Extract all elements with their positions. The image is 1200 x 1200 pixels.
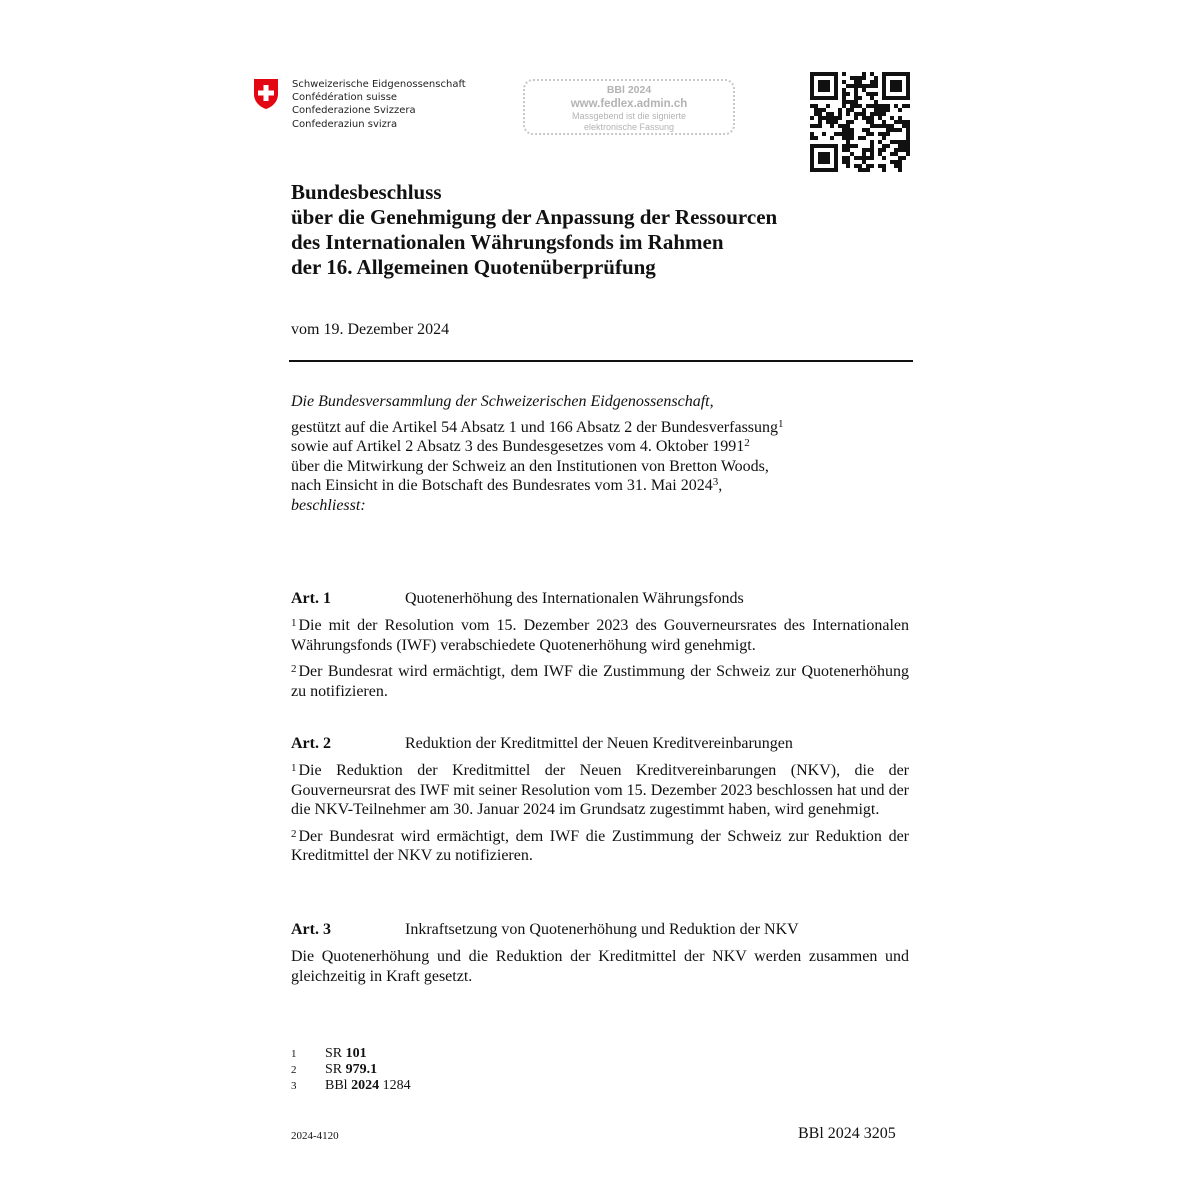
preamble-line-1-text: gestützt auf die Artikel 54 Absatz 1 und 166 Absatz 2 der Bundesverfassung — [291, 418, 779, 436]
stamp-line-4: elektronische Fassung — [583, 122, 675, 132]
article-heading — [291, 589, 909, 609]
title-line-4: der 16. Allgemeinen Quotenüberprüfung — [291, 255, 656, 279]
preamble-line-1 — [291, 418, 911, 438]
footnote-bold: 979.1 — [345, 1062, 378, 1077]
article-number: Art. 3 — [291, 921, 331, 938]
footnote-bold: 101 — [345, 1046, 367, 1061]
footnote-number: 3 — [291, 1080, 297, 1092]
article-3 — [291, 920, 909, 986]
footnote-1 — [291, 1046, 411, 1062]
paragraph-text: Die mit der Resolution vom 15. Dezember 2023 des Gouverneursrates des Internationalen Währungsfonds (IWF) verabschiedete Quotenerhöhung wird genehmigt. — [291, 617, 909, 654]
article-heading — [291, 920, 909, 940]
stamp-line-3: Massgebend ist die signierte — [571, 111, 687, 121]
article-number: Art. 2 — [291, 735, 331, 752]
confed-line-de: Schweizerische Eidgenossenschaft — [292, 79, 466, 90]
preamble-line-4 — [291, 476, 911, 496]
title-line-2: über die Genehmigung der Anpassung der Ressourcen — [291, 205, 778, 229]
article-paragraph — [291, 662, 909, 701]
title-line-3: des Internationalen Währungsfonds im Rahmen — [291, 230, 724, 254]
stamp-line-2: www.fedlex.admin.ch — [570, 98, 688, 110]
footnote-number: 2 — [291, 1064, 297, 1076]
publication-stamp — [523, 79, 735, 135]
document-number: 2024-4120 — [291, 1130, 339, 1142]
footnote-2 — [291, 1062, 411, 1078]
confed-line-it: Confederazione Svizzera — [292, 105, 416, 117]
article-title: Reduktion der Kreditmittel der Neuen Kreditvereinbarungen — [405, 735, 793, 752]
confed-line-fr: Confédération suisse — [292, 92, 398, 104]
preamble-intro: Die Bundesversammlung der Schweizerischen Eidgenossenschaft, — [291, 393, 714, 410]
preamble — [291, 392, 911, 516]
qr-code-icon — [810, 72, 910, 172]
preamble-line-4-end: , — [718, 477, 723, 495]
decree-title — [291, 180, 777, 280]
paragraph-text: Der Bundesrat wird ermächtigt, dem IWF die Zustimmung der Schweiz zur Reduktion der Kreditmittel der NKV zu notifizieren. — [291, 827, 909, 865]
footnote-number: 1 — [291, 1048, 297, 1060]
article-paragraph — [291, 947, 909, 986]
footnote-ref-1[interactable]: 1 — [778, 417, 784, 430]
article-title: Inkraftsetzung von Quotenerhöhung und Reduktion der NKV — [405, 921, 799, 938]
title-line-1: Bundesbeschluss — [291, 180, 442, 204]
article-paragraph — [291, 761, 909, 820]
preamble-line-2 — [291, 437, 911, 457]
preamble-line-4-text: nach Einsicht in die Botschaft des Bundesrates vom 31. Mai 2024 — [291, 477, 713, 495]
article-number: Art. 1 — [291, 590, 331, 607]
stamp-line-1: BBl 2024 — [606, 84, 652, 96]
article-1 — [291, 589, 909, 701]
preamble-resolves: beschliesst: — [291, 496, 366, 514]
footnote-text — [325, 1062, 377, 1078]
footnote-text — [325, 1078, 411, 1094]
decree-date: vom 19. Dezember 2024 — [291, 321, 450, 338]
article-title: Quotenerhöhung des Internationalen Währungsfonds — [405, 590, 744, 607]
article-2 — [291, 734, 909, 866]
preamble-line-3: über die Mitwirkung der Schweiz an den Institutionen von Bretton Woods, — [291, 457, 769, 475]
article-paragraph — [291, 616, 909, 655]
paragraph-number: 2 — [291, 827, 297, 840]
confed-line-rm: Confederaziun svizra — [292, 118, 398, 130]
page-reference: BBl 2024 3205 — [798, 1125, 896, 1142]
footnote-bold: 2024 — [351, 1078, 380, 1093]
footnote-suffix: 1284 — [379, 1078, 411, 1093]
paragraph-text: Die Quotenerhöhung und die Reduktion der Kreditmittel der NKV werden zusammen und gleichzeitig in Kraft gesetzt. — [291, 948, 909, 985]
footnote-prefix: SR — [325, 1046, 346, 1061]
footnote-prefix: BBl — [325, 1078, 352, 1093]
confederation-names — [292, 78, 466, 131]
footnote-ref-2[interactable]: 2 — [744, 437, 750, 450]
paragraph-number: 1 — [291, 762, 297, 774]
title-divider — [289, 360, 913, 362]
swiss-cross-shield-icon — [252, 78, 280, 110]
paragraph-text: Die Reduktion der Kreditmittel der Neuen Kreditvereinbarungen (NKV), die der Gouverneursrat des IWF mit seiner Resolution vom 15. Dezember 2023 beschlossen hat und der die NKV-Teilnehmer am 30. Januar 2024 im Grundsatz zugestimmt haben, wird genehmigt. — [291, 762, 909, 819]
footnotes — [291, 1046, 411, 1094]
article-heading — [291, 734, 909, 754]
preamble-line-2-text: sowie auf Artikel 2 Absatz 3 des Bundesgesetzes vom 4. Oktober 1991 — [291, 438, 745, 456]
article-paragraph — [291, 827, 909, 866]
paragraph-text: Der Bundesrat wird ermächtigt, dem IWF die Zustimmung der Schweiz zur Quotenerhöhung zu notifizieren. — [291, 663, 909, 700]
footnote-prefix: SR — [325, 1062, 346, 1077]
footnote-text — [325, 1046, 367, 1062]
paragraph-number: 2 — [291, 663, 297, 676]
footnote-3 — [291, 1078, 411, 1094]
footnote-ref-3[interactable]: 3 — [712, 476, 719, 489]
paragraph-number: 1 — [291, 617, 297, 629]
